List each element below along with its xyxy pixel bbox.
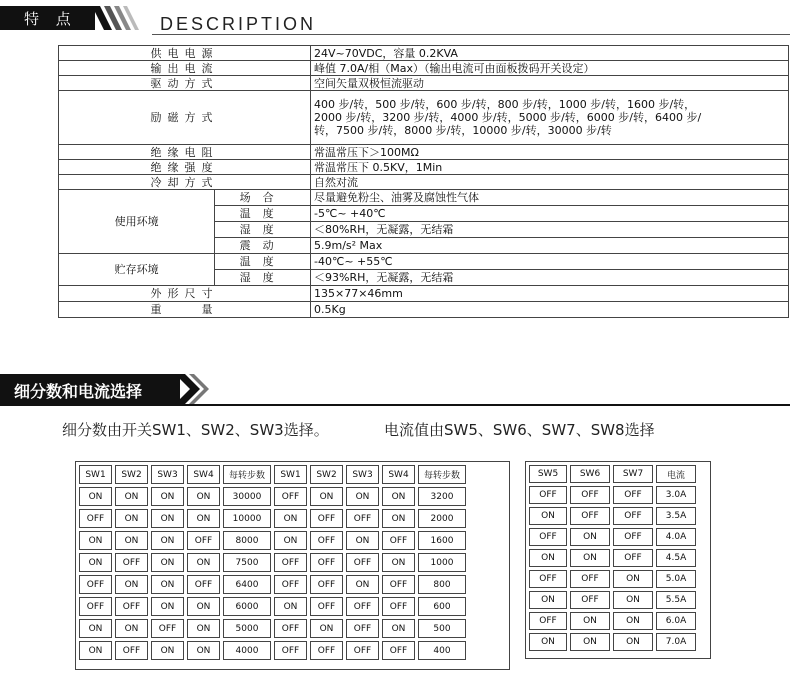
section-header	[0, 0, 790, 40]
table-cell: 5.5A	[656, 591, 696, 609]
table-cell: OFF	[529, 528, 567, 546]
table-cell: 3.5A	[656, 507, 696, 525]
table-cell: ON	[79, 487, 112, 506]
table-header-cell: SW3	[151, 465, 184, 484]
table-cell: ON	[310, 619, 343, 638]
table-header-cell: SW7	[613, 465, 653, 483]
table-cell: 30000	[223, 487, 271, 506]
table-cell: OFF	[613, 549, 653, 567]
table-cell: ON	[151, 553, 184, 572]
table-header-cell: SW4	[382, 465, 415, 484]
table-cell: ON	[529, 549, 567, 567]
spec-label: 绝缘电阻	[59, 145, 311, 160]
table-cell: 1600	[418, 531, 466, 550]
spec-row	[59, 190, 789, 206]
table-cell: ON	[570, 612, 610, 630]
table-row	[79, 487, 466, 506]
table-cell: OFF	[310, 553, 343, 572]
env-value: 尽量避免粉尘、油雾及腐蚀性气体	[311, 190, 789, 206]
table-row	[529, 507, 696, 525]
table-cell: OFF	[310, 531, 343, 550]
current-note: 电流值由SW5、SW6、SW7、SW8选择	[384, 421, 655, 439]
microstep-table	[76, 462, 469, 663]
table-cell: OFF	[346, 641, 379, 660]
current-table-box	[525, 461, 711, 659]
table-cell: 3200	[418, 487, 466, 506]
table-cell: OFF	[274, 575, 307, 594]
table-cell: ON	[187, 509, 220, 528]
env-sub-label: 场合	[215, 190, 311, 206]
microstep-table-box	[75, 461, 510, 670]
table-header-cell: SW2	[115, 465, 148, 484]
spec-label: 供电电源	[59, 46, 311, 61]
table-cell: ON	[613, 570, 653, 588]
table-cell: 6.0A	[656, 612, 696, 630]
table-cell: OFF	[310, 509, 343, 528]
spec-row	[59, 46, 789, 61]
table-cell: OFF	[346, 619, 379, 638]
stripes-decoration-icon	[175, 374, 215, 404]
spec-row	[59, 76, 789, 91]
table-header-row	[529, 465, 696, 483]
table-cell: 8000	[223, 531, 271, 550]
table-cell: OFF	[570, 507, 610, 525]
table-row	[529, 570, 696, 588]
table-cell: OFF	[613, 507, 653, 525]
table-cell: OFF	[570, 486, 610, 504]
table-cell: ON	[187, 553, 220, 572]
spec-value: 常温常压下 0.5KV，1Min	[311, 160, 789, 175]
table-cell: ON	[613, 591, 653, 609]
table-cell: ON	[346, 531, 379, 550]
spec-label: 驱动方式	[59, 76, 311, 91]
table-cell: 600	[418, 597, 466, 616]
env-value: ＜80%RH，无凝露，无结霜	[311, 222, 789, 238]
spec-label: 重 量	[59, 302, 311, 318]
table-header-cell: SW4	[187, 465, 220, 484]
spec-row	[59, 175, 789, 190]
env-sub-label: 温度	[215, 254, 311, 270]
table-cell: OFF	[346, 597, 379, 616]
table-cell: 4000	[223, 641, 271, 660]
table-cell: 400	[418, 641, 466, 660]
table-row	[529, 612, 696, 630]
env-value: -40℃~ +55℃	[311, 254, 789, 270]
table-cell: OFF	[274, 553, 307, 572]
spec-value: 自然对流	[311, 175, 789, 190]
spec-row	[59, 61, 789, 76]
table-cell: OFF	[529, 570, 567, 588]
table-header-cell: 每转步数	[418, 465, 466, 484]
table-cell: 4.5A	[656, 549, 696, 567]
table-cell: ON	[151, 531, 184, 550]
table-header-cell: SW1	[79, 465, 112, 484]
spec-table	[58, 45, 789, 318]
table-row	[79, 619, 466, 638]
table-cell: ON	[151, 641, 184, 660]
table-row	[529, 633, 696, 651]
section2-rule	[0, 404, 790, 406]
table-cell: OFF	[115, 553, 148, 572]
table-cell: 1000	[418, 553, 466, 572]
table-cell: 7.0A	[656, 633, 696, 651]
table-header-cell: SW5	[529, 465, 567, 483]
table-cell: ON	[151, 509, 184, 528]
table-cell: ON	[613, 633, 653, 651]
env-value: ＜93%RH，无凝露，无结霜	[311, 270, 789, 286]
env-value: -5℃~ +40℃	[311, 206, 789, 222]
spec-label: 冷却方式	[59, 175, 311, 190]
table-cell: ON	[274, 597, 307, 616]
table-cell: ON	[115, 531, 148, 550]
table-cell: ON	[570, 528, 610, 546]
spec-row	[59, 145, 789, 160]
spec-value: 400 步/转，500 步/转，600 步/转，800 步/转，1000 步/转，1600 步/转，2000 步/转，3200 步/转，4000 步/转，5000 步/转，6000 步/转，6400 步/转，7500 步/转，8000 步/转，10000 步/转，30000 步/转	[311, 91, 789, 145]
table-header-cell: SW1	[274, 465, 307, 484]
table-cell: OFF	[382, 641, 415, 660]
table-cell: ON	[115, 509, 148, 528]
table-row	[79, 641, 466, 660]
table-cell: OFF	[310, 641, 343, 660]
table-header-cell: SW6	[570, 465, 610, 483]
table-cell: 7500	[223, 553, 271, 572]
table-row	[529, 486, 696, 504]
env-sub-label: 温度	[215, 206, 311, 222]
table-row	[529, 549, 696, 567]
table-cell: OFF	[382, 597, 415, 616]
table-cell: ON	[115, 575, 148, 594]
table-cell: OFF	[570, 591, 610, 609]
table-cell: ON	[151, 487, 184, 506]
env-use-group: 使用环境	[59, 190, 215, 254]
env-sub-label: 湿度	[215, 270, 311, 286]
microstep-note: 细分数由开关SW1、SW2、SW3选择。	[62, 421, 329, 439]
spec-label: 励磁方式	[59, 91, 311, 145]
table-cell: 6000	[223, 597, 271, 616]
spec-value: 峰值 7.0A/相（Max）（输出电流可由面板拨码开关设定）	[311, 61, 789, 76]
table-cell: ON	[310, 487, 343, 506]
table-cell: ON	[346, 487, 379, 506]
stripes-decoration-icon	[92, 6, 152, 30]
table-cell: ON	[151, 575, 184, 594]
env-sub-label: 湿度	[215, 222, 311, 238]
table-cell: OFF	[79, 597, 112, 616]
table-row	[79, 553, 466, 572]
table-row	[79, 509, 466, 528]
table-cell: ON	[570, 633, 610, 651]
spec-row	[59, 286, 789, 302]
table-cell: OFF	[187, 531, 220, 550]
table-cell: OFF	[274, 641, 307, 660]
table-cell: 5.0A	[656, 570, 696, 588]
spec-label: 输出电流	[59, 61, 311, 76]
table-cell: ON	[187, 487, 220, 506]
table-row	[529, 528, 696, 546]
spec-row	[59, 254, 789, 270]
table-cell: OFF	[570, 570, 610, 588]
table-cell: OFF	[310, 575, 343, 594]
spec-row	[59, 302, 789, 318]
table-cell: 500	[418, 619, 466, 638]
table-cell: 3.0A	[656, 486, 696, 504]
table-cell: OFF	[274, 487, 307, 506]
table-cell: OFF	[382, 531, 415, 550]
table-cell: 4.0A	[656, 528, 696, 546]
table-row	[529, 591, 696, 609]
spec-value: 24V~70VDC，容量 0.2KVA	[311, 46, 789, 61]
table-cell: OFF	[346, 509, 379, 528]
section2-title: 细分数和电流选择	[14, 382, 143, 401]
current-table	[526, 462, 699, 654]
table-cell: 2000	[418, 509, 466, 528]
table-cell: OFF	[79, 575, 112, 594]
spec-label: 绝缘强度	[59, 160, 311, 175]
table-cell: ON	[79, 641, 112, 660]
table-header-cell: 每转步数	[223, 465, 271, 484]
table-row	[79, 531, 466, 550]
table-cell: OFF	[613, 486, 653, 504]
table-cell: ON	[346, 575, 379, 594]
spec-value: 0.5Kg	[311, 302, 789, 318]
table-cell: OFF	[529, 612, 567, 630]
env-sub-label: 震动	[215, 238, 311, 254]
table-cell: ON	[529, 507, 567, 525]
table-cell: ON	[529, 633, 567, 651]
table-cell: ON	[570, 549, 610, 567]
table-cell: OFF	[274, 619, 307, 638]
env-store-group: 贮存环境	[59, 254, 215, 286]
table-cell: OFF	[151, 619, 184, 638]
header-description: DESCRIPTION	[160, 14, 317, 34]
table-cell: ON	[274, 531, 307, 550]
table-row	[79, 575, 466, 594]
table-cell: OFF	[310, 597, 343, 616]
table-cell: ON	[151, 597, 184, 616]
table-cell: OFF	[79, 509, 112, 528]
spec-row	[59, 91, 789, 145]
section2-header	[0, 374, 790, 404]
table-cell: 5000	[223, 619, 271, 638]
table-cell: ON	[613, 612, 653, 630]
header-title: 特 点	[24, 10, 77, 28]
table-cell: OFF	[187, 575, 220, 594]
table-cell: ON	[382, 619, 415, 638]
table-cell: ON	[187, 641, 220, 660]
table-header-row	[79, 465, 466, 484]
table-cell: ON	[187, 619, 220, 638]
table-cell: ON	[187, 597, 220, 616]
table-cell: 6400	[223, 575, 271, 594]
table-cell: ON	[529, 591, 567, 609]
table-cell: ON	[115, 487, 148, 506]
spec-value: 常温常压下＞100MΩ	[311, 145, 789, 160]
table-cell: OFF	[529, 486, 567, 504]
table-cell: OFF	[613, 528, 653, 546]
table-cell: ON	[79, 619, 112, 638]
table-header-cell: SW2	[310, 465, 343, 484]
spec-row	[59, 160, 789, 175]
table-cell: 10000	[223, 509, 271, 528]
table-cell: 800	[418, 575, 466, 594]
spec-value: 135×77×46mm	[311, 286, 789, 302]
table-cell: ON	[274, 509, 307, 528]
table-header-cell: SW3	[346, 465, 379, 484]
table-cell: OFF	[346, 553, 379, 572]
table-row	[79, 597, 466, 616]
table-cell: ON	[382, 487, 415, 506]
table-header-cell: 电流	[656, 465, 696, 483]
spec-value: 空间矢量双极恒流驱动	[311, 76, 789, 91]
table-cell: OFF	[382, 575, 415, 594]
table-cell: ON	[79, 553, 112, 572]
table-cell: ON	[79, 531, 112, 550]
table-cell: ON	[382, 553, 415, 572]
table-cell: ON	[115, 619, 148, 638]
table-cell: OFF	[115, 597, 148, 616]
table-cell: ON	[382, 509, 415, 528]
env-value: 5.9m/s² Max	[311, 238, 789, 254]
spec-label: 外形尺寸	[59, 286, 311, 302]
table-cell: OFF	[115, 641, 148, 660]
